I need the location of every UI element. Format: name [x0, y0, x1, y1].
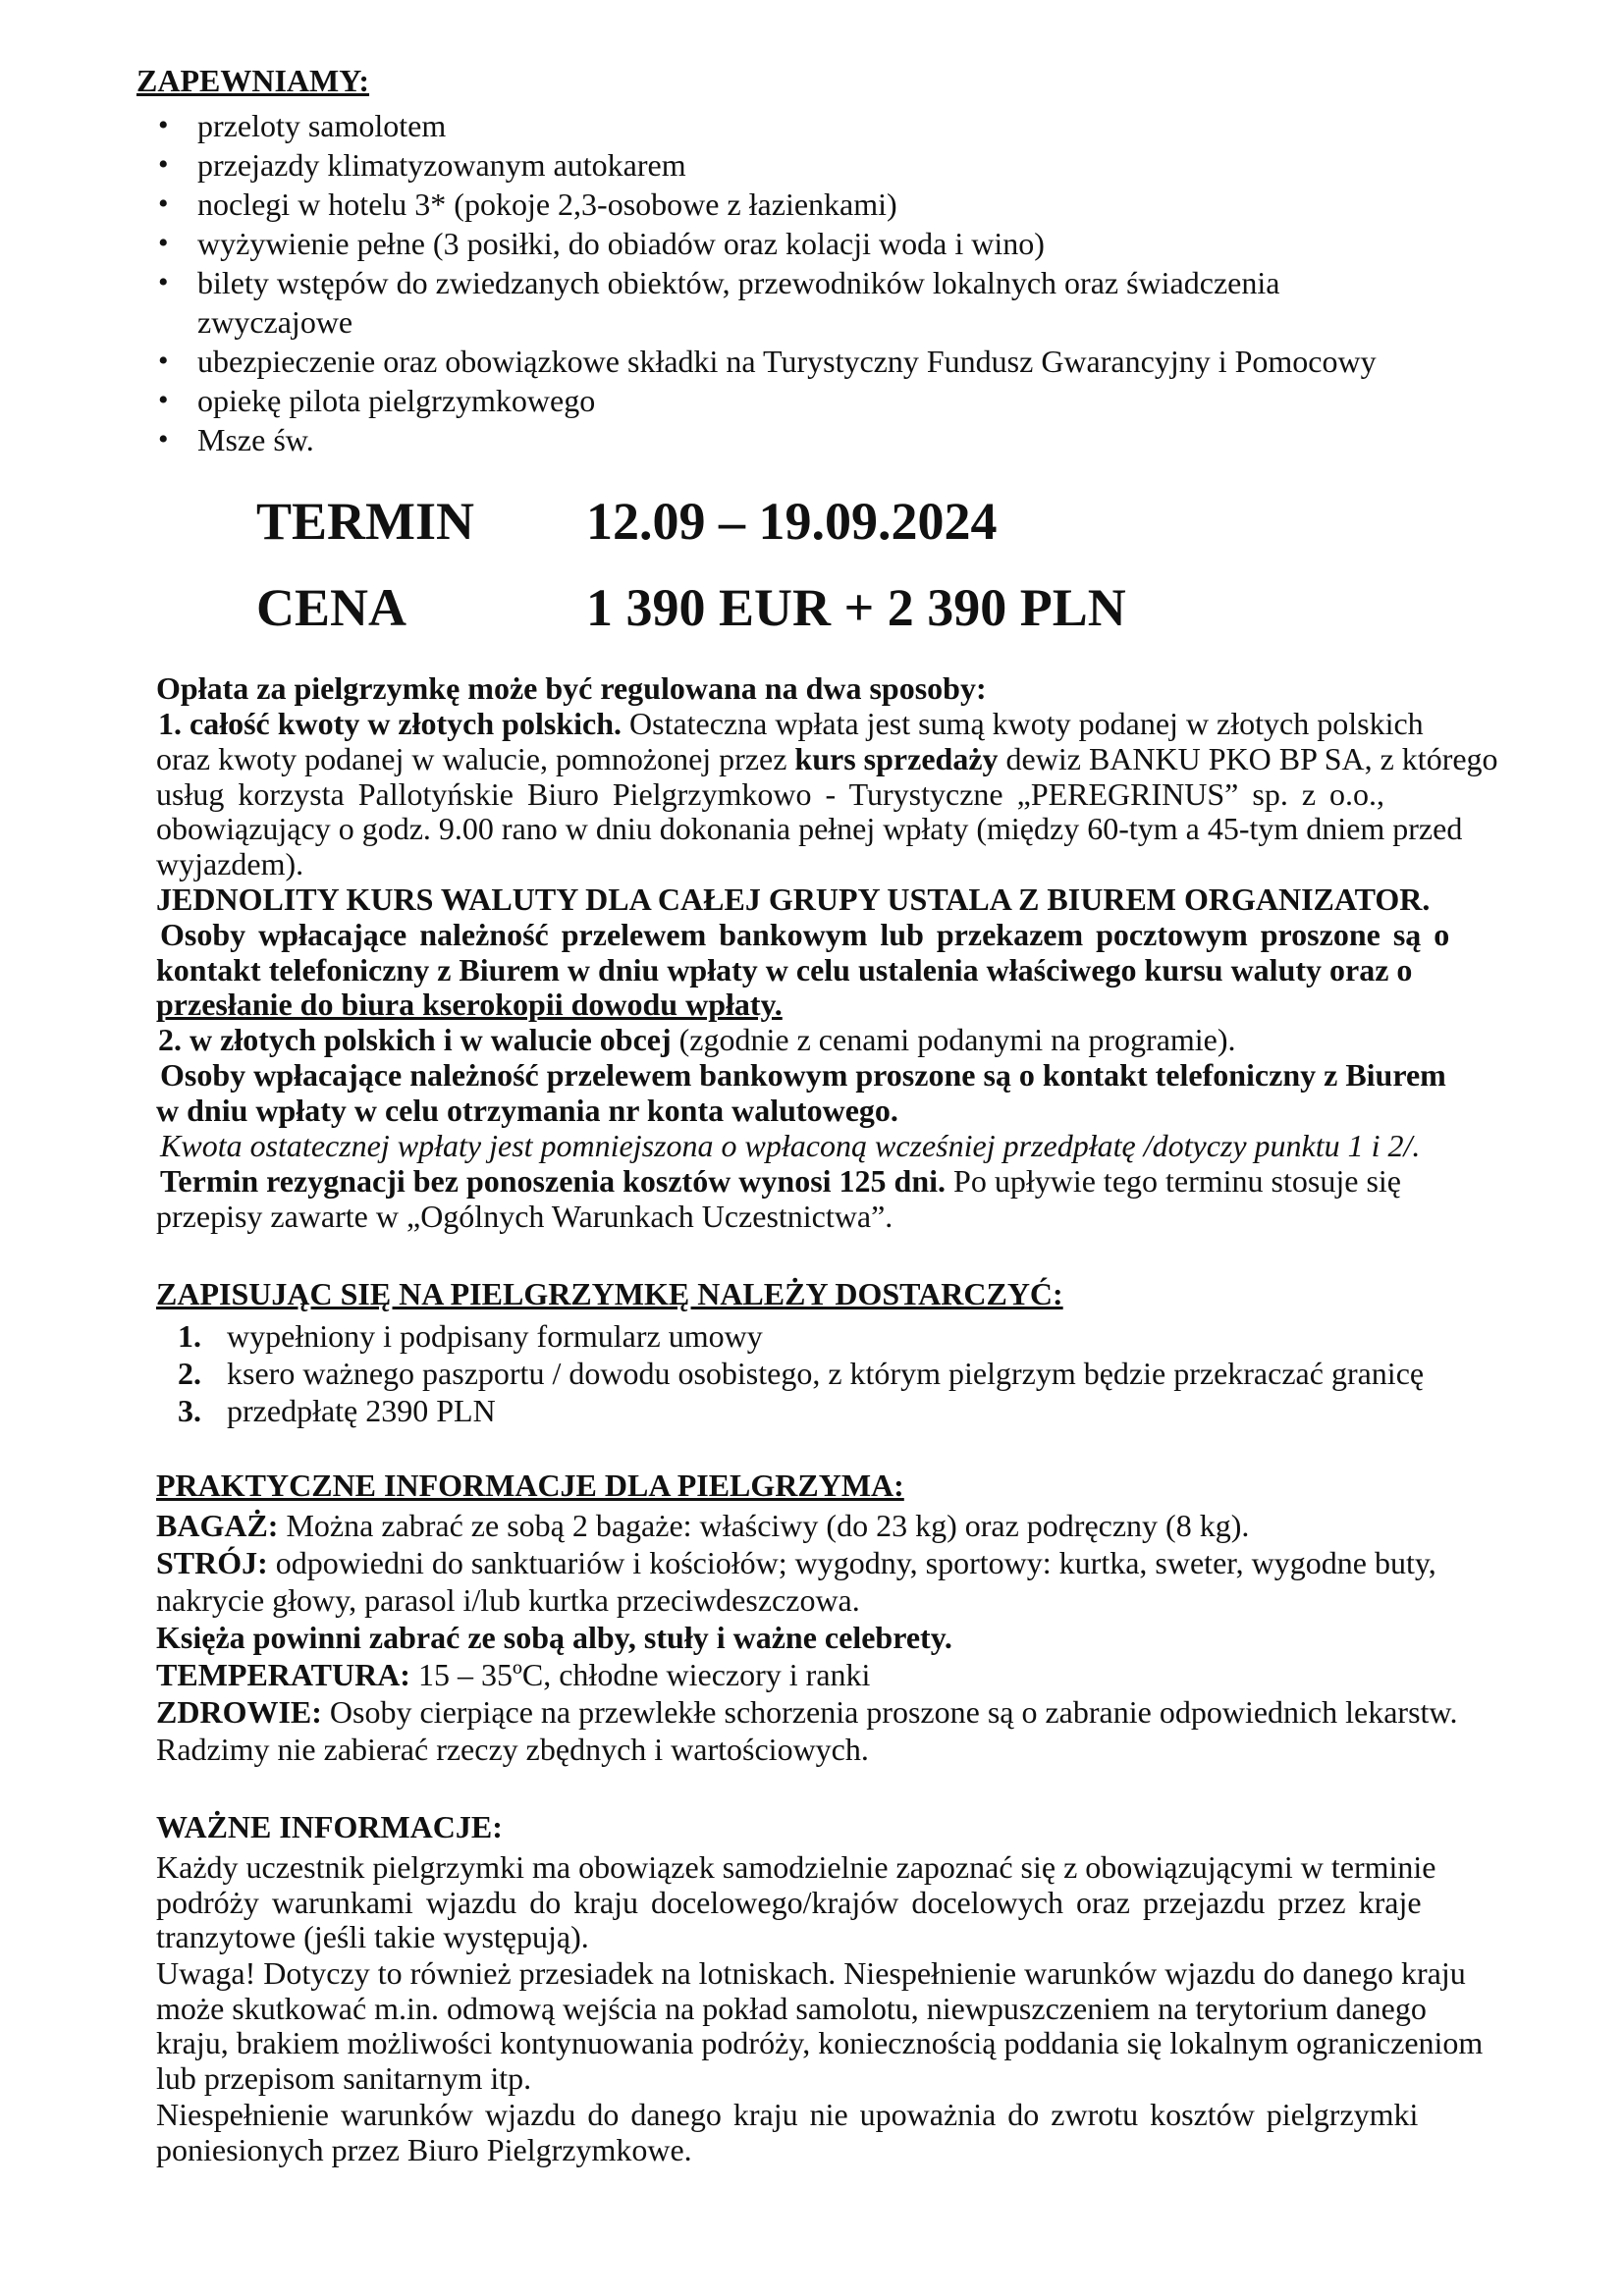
list-item: [136, 145, 1377, 185]
list-item-number: 2.: [178, 1356, 201, 1391]
termin-rezygnacji-line: przepisy zawarte w „Ogólnych Warunkach Uczestnictwa”.: [156, 1198, 893, 1234]
list-item: [136, 224, 1377, 263]
zdrowie-label: ZDROWIE:: [156, 1694, 322, 1730]
payment-option-1-text: Ostateczna wpłata jest sumą kwoty podanej w złotych polskich: [622, 706, 1424, 741]
list-item-number: 3.: [178, 1393, 201, 1428]
notice-line: przesłanie do biura kserokopii dowodu wpłaty.: [156, 987, 783, 1023]
notice-line: kontakt telefoniczny z Biurem w dniu wpłaty w celu ustalenia właściwego kursu waluty oraz o: [156, 951, 1413, 988]
text-part: dewiz BANKU PKO BP SA, z którego: [998, 741, 1498, 776]
payment-body-line: wyjazdem).: [156, 845, 304, 881]
included-services-list: [136, 106, 1377, 459]
payment-body-line: usług korzysta Pallotyńskie Biuro Pielgrzymkowo - Turystyczne „PEREGRINUS” sp. z o.o.,: [156, 775, 1385, 812]
list-item-text: ubezpieczenie oraz obowiązkowe składki na Turystyczny Fundusz Gwarancyjny i Pomocowy: [197, 344, 1377, 379]
practical-info-line: Księża powinni zabrać ze sobą alby, stuły i ważne celebrety.: [156, 1620, 952, 1655]
payment-option-2-title: 2. w złotych polskich i w walucie obcej: [158, 1022, 672, 1057]
termin-rezygnacji-title: Termin rezygnacji bez ponoszenia kosztów wynosi 125 dni.: [160, 1163, 947, 1199]
jednolity-kurs-notice: [156, 882, 1482, 918]
wazne-line: może skutkować m.in. odmową wejścia na pokład samolotu, niewpuszczeniem na terytorium danego: [156, 1990, 1427, 2026]
wazne-paragraph-1: [156, 1850, 1482, 1955]
temperatura-label: TEMPERATURA:: [156, 1657, 410, 1692]
payment-option-1-line: [156, 707, 1482, 742]
wazne-paragraph-2: [156, 1956, 1482, 2096]
list-item-text: przejazdy klimatyzowanym autokarem: [197, 147, 686, 183]
list-item-number: 1.: [178, 1318, 201, 1354]
wazne-line: Każdy uczestnik pielgrzymki ma obowiązek samodzielnie zapoznać się z obowiązującymi w terminie: [156, 1849, 1436, 1885]
list-item: [136, 342, 1377, 381]
termin-value: 12.09 – 19.09.2024: [586, 492, 998, 551]
termin-rezygnacji-line: [156, 1164, 1482, 1200]
jednolity-kurs-text: JEDNOLITY KURS WALUTY DLA CAŁEJ GRUPY USTALA Z BIUREM ORGANIZATOR.: [156, 881, 1431, 917]
notice-line: Osoby wpłacające należność przelewem bankowym proszone są o kontakt telefoniczny z Biurem: [160, 1057, 1446, 1093]
list-item-text: przedpłatę 2390 PLN: [227, 1393, 496, 1428]
section-heading-praktyczne: PRAKTYCZNE INFORMACJE DLA PIELGRZYMA:: [156, 1468, 904, 1503]
list-item-text: wypełniony i podpisany formularz umowy: [227, 1318, 763, 1354]
wazne-line: podróży warunkami wjazdu do kraju docelowego/krajów docelowych oraz przejazdu przez kraje: [156, 1884, 1422, 1920]
payment-body-line: obowiązujący o godz. 9.00 rano w dniu dokonania pełnej wpłaty (między 60-tym a 45-tym dniem przed: [156, 811, 1463, 847]
payment-intro: [156, 671, 1482, 707]
practical-info-line: [156, 1693, 1482, 1731]
list-item: [136, 381, 1377, 420]
osoby-konto-notice: [156, 1058, 1482, 1128]
section-heading-zapewniamy: ZAPEWNIAMY:: [136, 63, 370, 98]
wazne-line: Uwaga! Dotyczy to również przesiadek na lotniskach. Niespełnienie warunków wjazdu do danego kraju: [156, 1955, 1466, 1991]
list-item-text: ksero ważnego paszportu / dowodu osobistego, z którym pielgrzym będzie przekraczać granicę: [227, 1356, 1425, 1391]
payment-option-2: [156, 1023, 1482, 1058]
payment-option-1-title: 1. całość kwoty w złotych polskich.: [158, 706, 622, 741]
wazne-line: Niespełnienie warunków wjazdu do danego kraju nie upoważnia do zwrotu kosztów pielgrzymki: [156, 2097, 1419, 2132]
practical-info-line: [156, 1507, 1482, 1544]
wazne-paragraph-3: [156, 2098, 1482, 2167]
practical-info-line: Radzimy nie zabierać rzeczy zbędnych i wartościowych.: [156, 1732, 869, 1767]
list-item-text: noclegi w hotelu 3* (pokoje 2,3-osobowe z łazienkami): [197, 187, 897, 222]
kwota-note-text: Kwota ostatecznej wpłaty jest pomniejszona o wpłaconą wcześniej przedpłatę /dotyczy punktu 1 i 2/.: [160, 1128, 1421, 1163]
list-item: [156, 1355, 1424, 1392]
wazne-line: kraju, brakiem możliwości kontynuowania podróży, koniecznością poddania się lokalnym ograniczeniom: [156, 2025, 1484, 2061]
stroj-label: STRÓJ:: [156, 1545, 268, 1580]
list-item-text: opiekę pilota pielgrzymkowego: [197, 383, 596, 418]
zdrowie-text: Osoby cierpiące na przewlekłe schorzenia proszone są o zabranie odpowiednich lekarstw.: [321, 1694, 1458, 1730]
list-item: [156, 1317, 1424, 1355]
payment-option-1: [156, 707, 1482, 742]
wazne-line: poniesionych przez Biuro Pielgrzymkowe.: [156, 2131, 692, 2167]
kwota-note: [156, 1129, 1482, 1164]
stroj-text: odpowiedni do sanktuariów i kościołów; wygodny, sportowy: kurtka, sweter, wygodne buty,: [267, 1545, 1436, 1580]
notice-line: w dniu wpłaty w celu otrzymania nr konta walutowego.: [156, 1092, 898, 1128]
practical-info-line: [156, 1544, 1482, 1581]
list-item: [136, 106, 1377, 145]
list-item: [136, 263, 1377, 342]
termin-rezygnacji-text: Po upływie tego terminu stosuje się: [946, 1163, 1401, 1199]
list-item: [136, 420, 1377, 459]
payment-option-2-text: (zgodnie z cenami podanymi na programie).: [671, 1022, 1236, 1057]
practical-info-line: [156, 1656, 1482, 1693]
bagaz-text: Można zabrać ze sobą 2 bagaże: właściwy (do 23 kg) oraz podręczny (8 kg).: [278, 1508, 1250, 1543]
practical-info: [156, 1507, 1482, 1768]
bagaz-label: BAGAŻ:: [156, 1508, 279, 1543]
temperatura-text: 15 – 35ºC, chłodne wieczory i ranki: [409, 1657, 871, 1692]
list-item-text: przeloty samolotem: [197, 108, 447, 143]
osoby-przelew-notice: [156, 918, 1482, 1023]
list-item-text-continued: zwyczajowe: [197, 304, 353, 340]
payment-option-2-line: [156, 1023, 1482, 1058]
wazne-line: lub przepisom sanitarnym itp.: [156, 2059, 532, 2096]
payment-option-1-body: [156, 741, 1498, 881]
cena-value: 1 390 EUR + 2 390 PLN: [586, 578, 1126, 637]
kurs-sprzedazy-text: kurs sprzedaży: [794, 741, 999, 776]
payment-body-line: [156, 741, 1498, 777]
list-item-text: wyżywienie pełne (3 posiłki, do obiadów oraz kolacji woda i wino): [197, 226, 1045, 261]
termin-rezygnacji: [156, 1164, 1482, 1234]
practical-info-line: nakrycie głowy, parasol i/lub kurtka przeciwdeszczowa.: [156, 1582, 860, 1618]
cena-label: CENA: [256, 578, 407, 637]
list-item-text: Msze św.: [197, 422, 314, 457]
list-item: [136, 185, 1377, 224]
list-item: [156, 1392, 1424, 1429]
notice-line: Osoby wpłacające należność przelewem bankowym lub przekazem pocztowym proszone są o: [160, 917, 1450, 952]
section-heading-zapisujac: ZAPISUJĄC SIĘ NA PIELGRZYMKĘ NALEŻY DOSTARCZYĆ:: [156, 1276, 1063, 1311]
wazne-line: tranzytowe (jeśli takie występują).: [156, 1919, 589, 1955]
section-heading-wazne: WAŻNE INFORMACJE:: [156, 1809, 503, 1844]
text-part: oraz kwoty podanej w walucie, pomnożonej przez: [156, 741, 795, 776]
termin-label: TERMIN: [256, 492, 475, 551]
list-item-text: bilety wstępów do zwiedzanych obiektów, przewodników lokalnych oraz świadczenia: [197, 265, 1280, 300]
required-documents-list: [156, 1317, 1424, 1429]
payment-intro-text: Opłata za pielgrzymkę może być regulowana na dwa sposoby:: [156, 670, 987, 706]
